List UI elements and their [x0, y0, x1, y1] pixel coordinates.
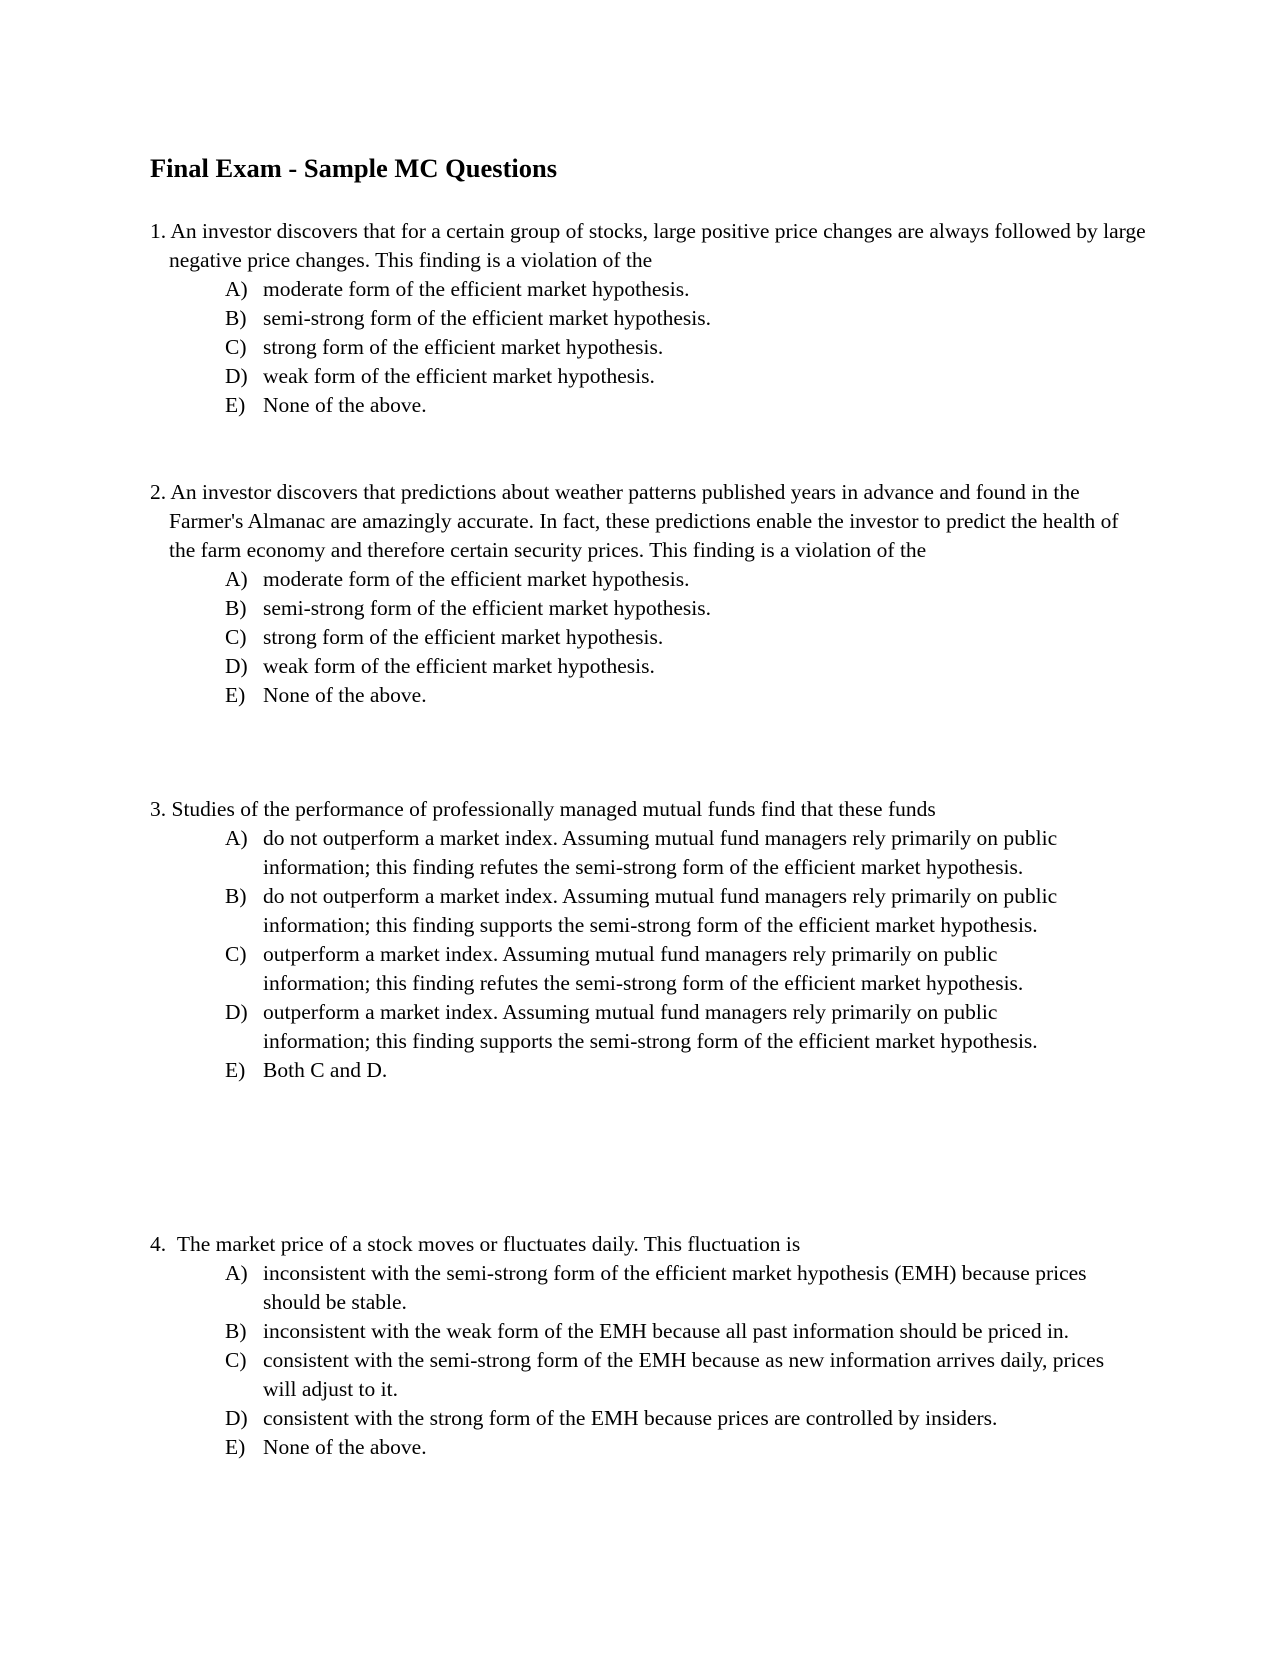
option-text: strong form of the efficient market hypothesis. — [263, 625, 664, 649]
option-text: weak form of the efficient market hypothesis. — [263, 364, 655, 388]
option-letter: C) — [225, 942, 247, 966]
option-text: moderate form of the efficient market hypothesis. — [263, 567, 690, 591]
question-number: 1. — [150, 219, 167, 243]
option-text: Both C and D. — [263, 1058, 388, 1082]
option-letter: B) — [225, 596, 247, 620]
option-b — [225, 1317, 1150, 1346]
option-e — [225, 1056, 1150, 1085]
question-text: An investor discovers that for a certain group of stocks, large positive price changes are always followed by large negative price changes. This finding is a violation of the — [169, 219, 1146, 272]
option-letter: D) — [225, 1406, 248, 1430]
option-list — [150, 824, 1150, 1085]
option-c — [225, 623, 1150, 652]
question-stem — [150, 1230, 1150, 1259]
option-a — [225, 1259, 1150, 1317]
option-letter: E) — [225, 683, 246, 707]
option-letter: C) — [225, 335, 247, 359]
option-letter: B) — [225, 884, 247, 908]
option-text: None of the above. — [263, 393, 427, 417]
option-d — [225, 1404, 1150, 1433]
question-number: 3. — [150, 797, 167, 821]
option-text: consistent with the strong form of the EMH because prices are controlled by insiders. — [263, 1406, 998, 1430]
option-c — [225, 333, 1150, 362]
option-list — [150, 565, 1150, 710]
option-text: None of the above. — [263, 1435, 427, 1459]
question-stem — [150, 217, 1150, 275]
option-b — [225, 594, 1150, 623]
option-list — [150, 275, 1150, 420]
question-text: Studies of the performance of professionally managed mutual funds find that these funds — [171, 797, 936, 821]
question-text: The market price of a stock moves or fluctuates daily. This fluctuation is — [176, 1232, 801, 1256]
option-text: do not outperform a market index. Assuming mutual fund managers rely primarily on public information; this finding supports the semi-strong form of the efficient market hypothesis. — [263, 884, 1058, 937]
question-3 — [150, 795, 1150, 1085]
option-text: inconsistent with the semi-strong form of the efficient market hypothesis (EMH) because prices should be stable. — [263, 1261, 1087, 1314]
option-text: inconsistent with the weak form of the EMH because all past information should be priced in. — [263, 1319, 1070, 1343]
option-letter: D) — [225, 364, 248, 388]
page-title: Final Exam - Sample MC Questions — [150, 153, 558, 183]
option-b — [225, 882, 1150, 940]
question-4 — [150, 1230, 1150, 1462]
option-letter: A) — [225, 1261, 248, 1285]
option-letter: D) — [225, 654, 248, 678]
option-letter: C) — [225, 625, 247, 649]
option-d — [225, 652, 1150, 681]
question-number: 2. — [150, 480, 167, 504]
option-text: outperform a market index. Assuming mutual fund managers rely primarily on public information; this finding supports the semi-strong form of the efficient market hypothesis. — [263, 1000, 1038, 1053]
option-a — [225, 565, 1150, 594]
option-d — [225, 998, 1150, 1056]
option-letter: B) — [225, 1319, 247, 1343]
option-letter: A) — [225, 277, 248, 301]
option-text: outperform a market index. Assuming mutual fund managers rely primarily on public information; this finding refutes the semi-strong form of the efficient market hypothesis. — [263, 942, 1024, 995]
option-letter: D) — [225, 1000, 248, 1024]
question-number: 4. — [150, 1232, 172, 1256]
option-letter: C) — [225, 1348, 247, 1372]
option-text: consistent with the semi-strong form of the EMH because as new information arrives daily, prices will adjust to it. — [263, 1348, 1105, 1401]
question-stem — [150, 795, 1150, 824]
option-a — [225, 824, 1150, 882]
option-text: None of the above. — [263, 683, 427, 707]
option-text: do not outperform a market index. Assuming mutual fund managers rely primarily on public information; this finding refutes the semi-strong form of the efficient market hypothesis. — [263, 826, 1058, 879]
option-c — [225, 1346, 1150, 1404]
option-text: strong form of the efficient market hypothesis. — [263, 335, 664, 359]
option-c — [225, 940, 1150, 998]
option-e — [225, 681, 1150, 710]
option-a — [225, 275, 1150, 304]
question-stem — [150, 478, 1150, 565]
option-letter: E) — [225, 1435, 246, 1459]
option-letter: E) — [225, 393, 246, 417]
option-text: semi-strong form of the efficient market hypothesis. — [263, 596, 712, 620]
option-text: moderate form of the efficient market hypothesis. — [263, 277, 690, 301]
option-text: weak form of the efficient market hypothesis. — [263, 654, 655, 678]
option-d — [225, 362, 1150, 391]
option-letter: E) — [225, 1058, 246, 1082]
question-text: An investor discovers that predictions about weather patterns published years in advance and found in the Farmer's Almanac are amazingly accurate. In fact, these predictions enable the investor to predict the health of the farm economy and therefore certain security prices. This finding is a violation of the — [169, 480, 1119, 562]
option-b — [225, 304, 1150, 333]
question-1 — [150, 217, 1150, 420]
option-letter: A) — [225, 826, 248, 850]
option-letter: B) — [225, 306, 247, 330]
question-2 — [150, 478, 1150, 710]
option-e — [225, 391, 1150, 420]
option-text: semi-strong form of the efficient market hypothesis. — [263, 306, 712, 330]
option-list — [150, 1259, 1150, 1462]
option-letter: A) — [225, 567, 248, 591]
option-e — [225, 1433, 1150, 1462]
